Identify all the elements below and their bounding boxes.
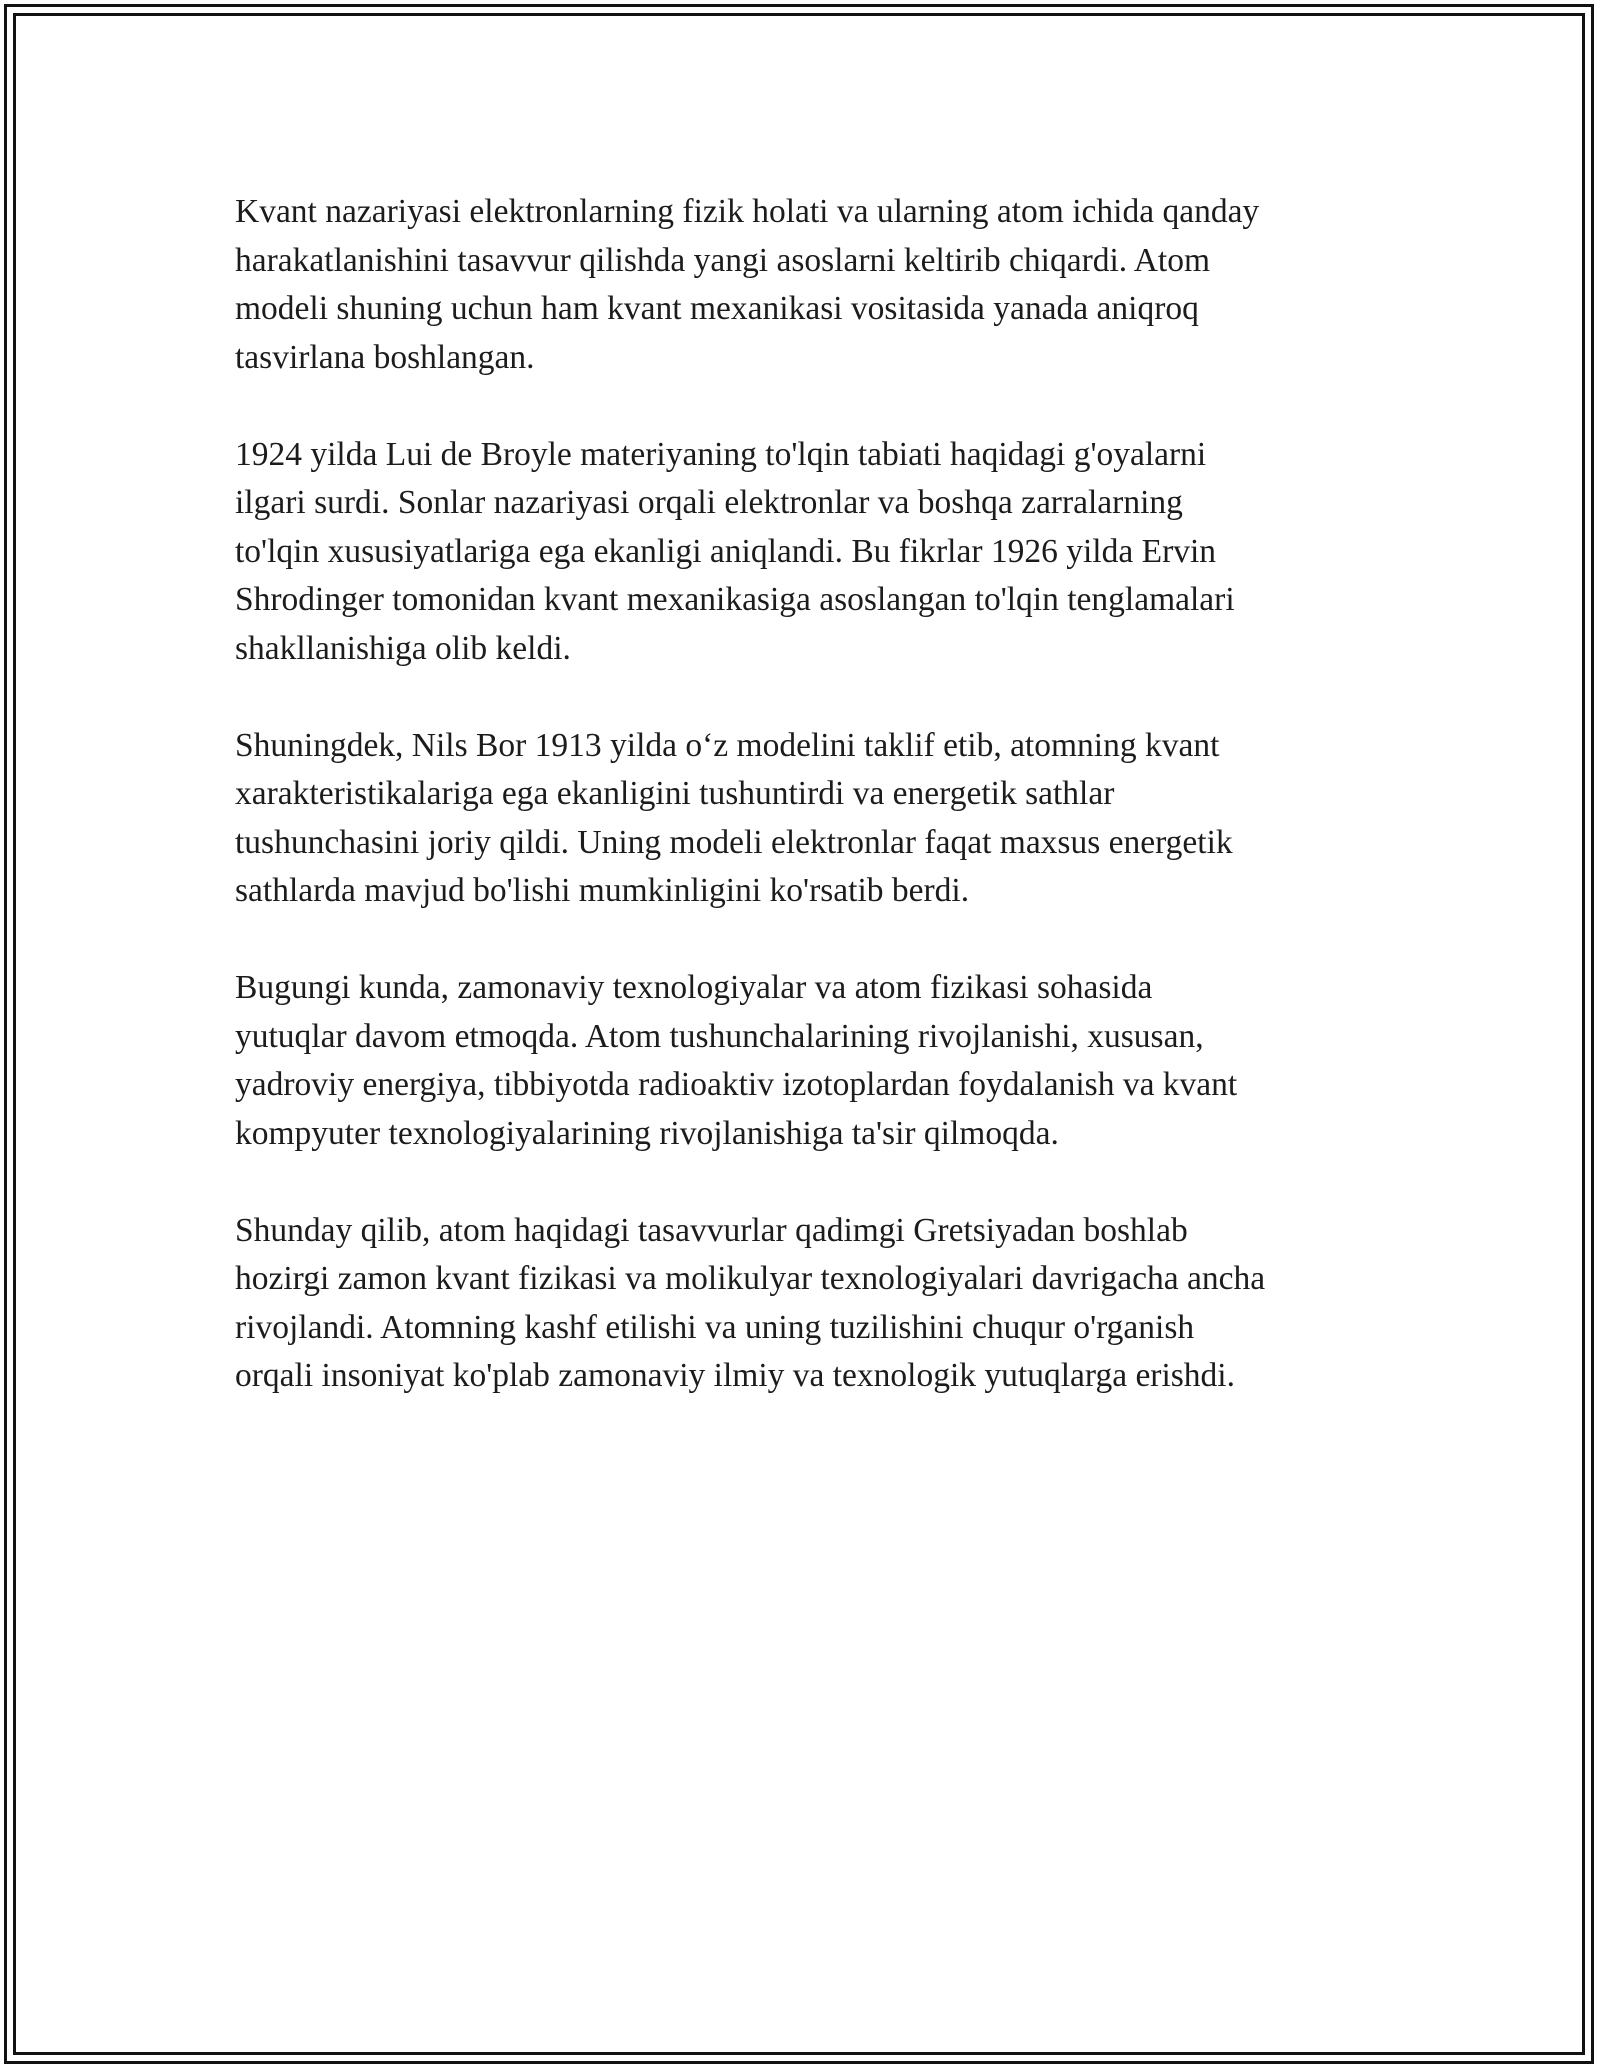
paragraph-line: Kvant nazariyasi elektronlarning fizik holati va ularning atom ichida qanday [235, 193, 1260, 230]
paragraph-line: harakatlanishini tasavvur qilishda yangi asoslarni keltirib chiqardi. Atom [235, 241, 1211, 279]
paragraph-line: modeli shuning uchun ham kvant mexanikasi vositasida yanada aniqroq [235, 290, 1199, 327]
paragraph-line: tushunchasini joriy qildi. Uning modeli elektronlar faqat maxsus energetik [235, 823, 1233, 861]
paragraph-line: Shunday qilib, atom haqidagi tasavvurlar qadimgi Gretsiyadan boshlab [235, 1211, 1188, 1249]
paragraph-line: orqali insoniyat ko'plab zamonaviy ilmiy va texnologik yutuqlarga erishdi. [235, 1357, 1235, 1394]
paragraph-line: rivojlandi. Atomning kashf etilishi va uning tuzilishini chuqur o'rganish [235, 1308, 1195, 1346]
paragraph-2 [235, 431, 1385, 674]
paragraph-line: Shuningdek, Nils Bor 1913 yilda o‘z modelini taklif etib, atomning kvant [235, 726, 1220, 764]
paragraph-1 [235, 188, 1385, 382]
paragraph-line: yutuqlar davom etmoqda. Atom tushunchalarining rivojlanishi, xususan, [235, 1017, 1204, 1055]
paragraph-line: xarakteristikalariga ega ekanligini tushuntirdi va energetik sathlar [235, 775, 1115, 812]
paragraph-5 [235, 1207, 1385, 1401]
paragraph-line: 1924 yilda Lui de Broyle materiyaning to'lqin tabiati haqidagi g'oyalarni [235, 435, 1207, 473]
paragraph-line: to'lqin xususiyatlariga ega ekanligi aniqlandi. Bu fikrlar 1926 yilda Ervin [235, 532, 1217, 570]
paragraph-line: kompyuter texnologiyalarining rivojlanishiga ta'sir qilmoqda. [235, 1114, 1059, 1152]
paragraph-4 [235, 964, 1385, 1158]
document-body [235, 188, 1385, 1449]
paragraph-line: yadroviy energiya, tibbiyotda radioaktiv izotoplardan foydalanish va kvant [235, 1066, 1238, 1103]
paragraph-line: sathlarda mavjud bo'lishi mumkinligini ko'rsatib berdi. [235, 872, 970, 909]
paragraph-line: ilgari surdi. Sonlar nazariyasi orqali elektronlar va boshqa zarralarning [235, 484, 1183, 521]
paragraph-line: shakllanishiga olib keldi. [235, 629, 571, 667]
paragraph-line: Bugungi kunda, zamonaviy texnologiyalar va atom fizikasi sohasida [235, 969, 1153, 1006]
paragraph-line: Shrodinger tomonidan kvant mexanikasiga asoslangan to'lqin tenglamalari [235, 581, 1235, 618]
paragraph-line: hozirgi zamon kvant fizikasi va molikulyar texnologiyalari davrigacha ancha [235, 1260, 1266, 1297]
paragraph-3 [235, 722, 1385, 916]
paragraph-line: tasvirlana boshlangan. [235, 338, 535, 376]
